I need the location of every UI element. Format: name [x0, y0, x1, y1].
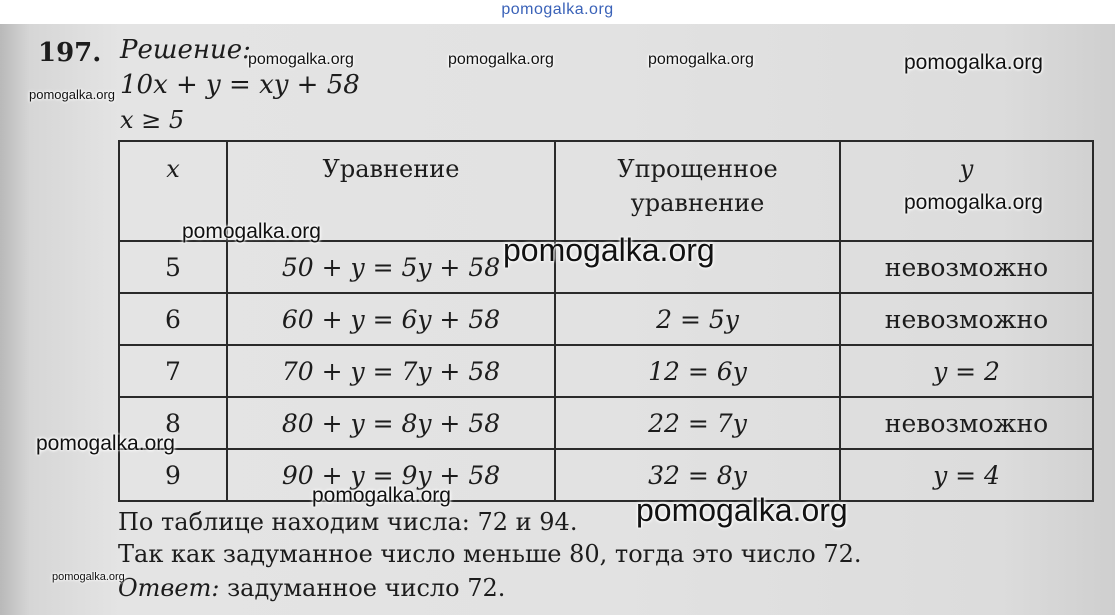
watermark: pomogalka.org	[448, 51, 554, 68]
table-row	[119, 449, 1093, 501]
header-simplified	[555, 141, 840, 241]
watermark: pomogalka.org	[648, 51, 754, 68]
table-row	[119, 345, 1093, 397]
watermark: pomogalka.org	[52, 571, 125, 583]
site-link[interactable]: pomogalka.org	[501, 1, 614, 18]
cell-simplified: 2 = 5y	[555, 293, 840, 345]
cell-y: невозможно	[840, 241, 1093, 293]
conclusion-line-2: Так как задуманное число меньше 80, тогда это число 72.	[118, 540, 862, 568]
cell-x: 8	[119, 397, 227, 449]
cell-y: невозможно	[840, 397, 1093, 449]
cell-y: y = 2	[840, 345, 1093, 397]
cell-equation: 90 + y = 9y + 58	[227, 449, 555, 501]
header-equation: Уравнение	[227, 141, 555, 241]
answer-text: задуманное число 72.	[219, 574, 506, 602]
cell-x: 6	[119, 293, 227, 345]
cell-simplified: 32 = 8y	[555, 449, 840, 501]
cell-x: 5	[119, 241, 227, 293]
cell-simplified: 22 = 7y	[555, 397, 840, 449]
cell-equation: 50 + y = 5y + 58	[227, 241, 555, 293]
header-simplified-text: Упрощенное уравнение	[617, 155, 778, 217]
watermark: pomogalka.org	[312, 484, 451, 507]
table-row	[119, 293, 1093, 345]
answer-label: Ответ:	[118, 574, 220, 602]
solution-label: Решение:	[120, 35, 251, 65]
table-row	[119, 397, 1093, 449]
header-y: y	[840, 141, 1093, 241]
watermark: pomogalka.org	[36, 432, 175, 455]
header-x: x	[119, 141, 227, 241]
cell-equation: 80 + y = 8y + 58	[227, 397, 555, 449]
watermark: pomogalka.org	[503, 232, 715, 268]
cell-x: 7	[119, 345, 227, 397]
cell-equation: 70 + y = 7y + 58	[227, 345, 555, 397]
answer-line	[118, 574, 505, 602]
watermark: pomogalka.org	[182, 220, 321, 243]
problem-number: 197.	[38, 38, 102, 68]
watermark: pomogalka.org	[636, 492, 848, 528]
main-equation: 10x + y = xy + 58	[120, 70, 360, 100]
conclusion-line-1: По таблице находим числа: 72 и 94.	[118, 508, 578, 536]
condition: x ≥ 5	[120, 106, 185, 134]
cell-y: невозможно	[840, 293, 1093, 345]
cell-y: y = 4	[840, 449, 1093, 501]
cell-x: 9	[119, 449, 227, 501]
cell-equation: 60 + y = 6y + 58	[227, 293, 555, 345]
watermark: pomogalka.org	[29, 87, 115, 102]
watermark: pomogalka.org	[248, 51, 354, 68]
watermark: pomogalka.org	[904, 51, 1043, 74]
cell-simplified: 12 = 6y	[555, 345, 840, 397]
watermark: pomogalka.org	[904, 191, 1043, 214]
